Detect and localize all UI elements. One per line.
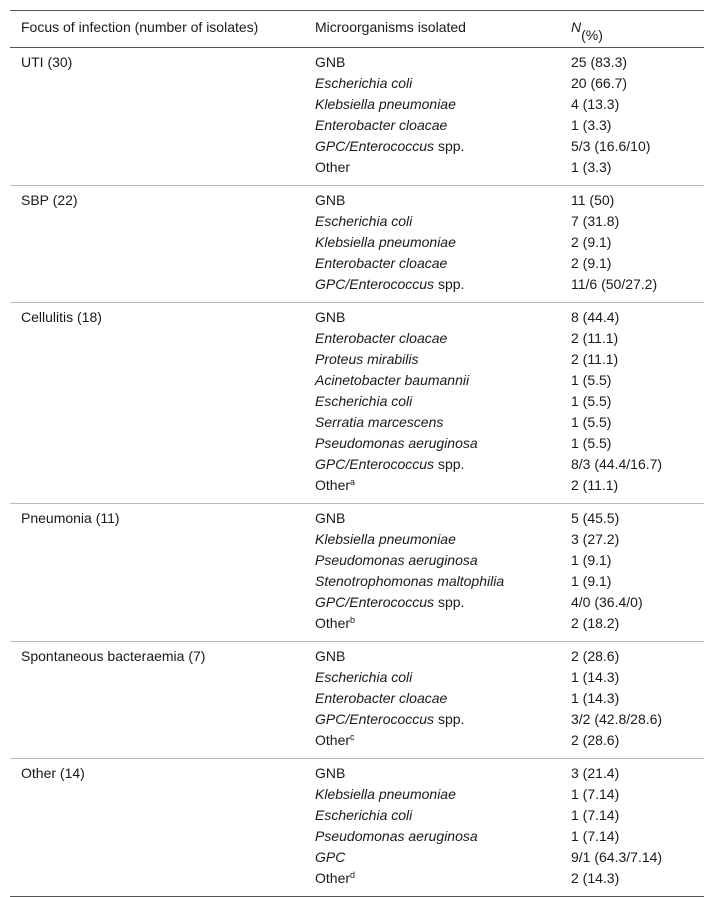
organism-cell xyxy=(315,732,355,748)
organism-name: Acinetobacter baumannii xyxy=(315,372,470,388)
n-percent-cell: 1 (5.5) xyxy=(571,393,612,409)
organism-cell xyxy=(315,456,464,472)
focus-label: Other (14) xyxy=(21,765,85,781)
n-percent-cell: 2 (18.2) xyxy=(571,615,620,631)
table-row xyxy=(10,669,704,690)
organism-cell xyxy=(315,594,464,610)
table-row xyxy=(10,732,704,753)
organism-suffix: spp. xyxy=(434,711,465,727)
organism-cell xyxy=(315,276,464,292)
table-row xyxy=(10,870,704,891)
n-percent-cell: 2 (11.1) xyxy=(571,330,619,346)
organism-cell xyxy=(315,213,412,229)
n-percent-cell: 8/3 (44.4/16.7) xyxy=(571,456,663,472)
organism-cell xyxy=(315,615,355,631)
table-row xyxy=(10,192,704,213)
organism-cell xyxy=(315,75,412,91)
table-row xyxy=(10,309,704,330)
organism-name: Proteus mirabilis xyxy=(315,351,419,367)
n-percent-cell: 25 (83.3) xyxy=(571,54,628,70)
n-percent-cell: 2 (11.1) xyxy=(571,477,619,493)
organism-cell xyxy=(315,351,418,367)
n-percent-cell: 1 (5.5) xyxy=(571,414,612,430)
organism-cell xyxy=(315,96,456,112)
organism-name: Other xyxy=(315,477,351,493)
n-percent-cell: 1 (14.3) xyxy=(571,669,620,685)
table-group xyxy=(10,302,704,503)
table-row xyxy=(10,477,704,498)
table-row xyxy=(10,849,704,870)
organism-cell xyxy=(315,414,443,430)
n-percent-cell: 3 (27.2) xyxy=(571,531,620,547)
n-percent-cell: 3/2 (42.8/28.6) xyxy=(571,711,663,727)
organism-name: GNB xyxy=(315,309,346,325)
organism-cell xyxy=(315,234,456,250)
organism-name: Klebsiella pneumoniae xyxy=(315,234,456,250)
table-row xyxy=(10,711,704,732)
table-row xyxy=(10,138,704,159)
n-percent-cell: 1 (7.14) xyxy=(571,807,620,823)
focus-label: Cellulitis (18) xyxy=(21,309,102,325)
table-row xyxy=(10,330,704,351)
table-group xyxy=(10,758,704,896)
n-percent-cell: 2 (9.1) xyxy=(571,234,612,250)
n-percent-cell: 1 (9.1) xyxy=(571,552,612,568)
n-percent-cell: 2 (14.3) xyxy=(571,870,620,886)
organism-name: Other xyxy=(315,159,351,175)
table-row xyxy=(10,213,704,234)
n-percent-cell: 2 (28.6) xyxy=(571,732,620,748)
table-row xyxy=(10,96,704,117)
organism-name: GNB xyxy=(315,765,346,781)
n-percent-cell: 20 (66.7) xyxy=(571,75,628,91)
organism-cell xyxy=(315,393,412,409)
organism-name: Pseudomonas aeruginosa xyxy=(315,552,478,568)
table-row xyxy=(10,372,704,393)
organism-cell xyxy=(315,435,478,451)
n-percent-cell: 7 (31.8) xyxy=(571,213,620,229)
table-row xyxy=(10,435,704,456)
organism-name: GPC/Enterococcus xyxy=(315,276,435,292)
footnote-marker: b xyxy=(350,615,356,625)
table-row xyxy=(10,690,704,711)
table-row xyxy=(10,648,704,669)
table-row xyxy=(10,510,704,531)
organism-cell xyxy=(315,552,478,568)
table-row xyxy=(10,393,704,414)
n-percent-cell: 1 (7.14) xyxy=(571,828,620,844)
organism-name: Other xyxy=(315,732,351,748)
organism-cell xyxy=(315,711,464,727)
organism-cell xyxy=(315,870,355,886)
isolates-table xyxy=(10,10,704,897)
organism-cell xyxy=(315,192,345,208)
organism-suffix: spp. xyxy=(434,456,465,472)
focus-label: UTI (30) xyxy=(21,54,73,70)
table-row xyxy=(10,765,704,786)
header-n-italic: N xyxy=(571,19,582,35)
organism-cell xyxy=(315,159,350,175)
organism-suffix: spp. xyxy=(434,594,465,610)
organism-name: Serratia marcescens xyxy=(315,414,444,430)
organism-cell xyxy=(315,309,345,325)
organism-name: Enterobacter cloacae xyxy=(315,117,448,133)
organism-name: Klebsiella pneumoniae xyxy=(315,531,456,547)
organism-cell xyxy=(315,510,345,526)
organism-cell xyxy=(315,372,469,388)
table-header xyxy=(10,10,704,48)
organism-name: GPC xyxy=(315,849,346,865)
table-row xyxy=(10,276,704,297)
organism-name: GNB xyxy=(315,648,346,664)
organism-cell xyxy=(315,765,345,781)
organism-name: Escherichia coli xyxy=(315,669,413,685)
n-percent-cell: 8 (44.4) xyxy=(571,309,620,325)
n-percent-cell: 3 (21.4) xyxy=(571,765,620,781)
organism-cell xyxy=(315,849,345,865)
footnote-marker: a xyxy=(350,477,356,487)
n-percent-cell: 1 (7.14) xyxy=(571,786,620,802)
organism-name: Escherichia coli xyxy=(315,75,413,91)
n-percent-cell: 1 (5.5) xyxy=(571,435,612,451)
organism-name: GPC/Enterococcus xyxy=(315,711,435,727)
organism-name: GNB xyxy=(315,54,346,70)
table-row xyxy=(10,552,704,573)
table-group xyxy=(10,503,704,641)
n-percent-cell: 11 (50) xyxy=(571,192,615,208)
table-row xyxy=(10,573,704,594)
table-group xyxy=(10,48,704,185)
organism-cell xyxy=(315,828,478,844)
organism-cell xyxy=(315,138,464,154)
n-percent-cell: 1 (3.3) xyxy=(571,117,612,133)
organism-name: Escherichia coli xyxy=(315,807,413,823)
focus-label: SBP (22) xyxy=(21,192,78,208)
n-percent-cell: 11/6 (50/27.2) xyxy=(571,276,658,292)
organism-name: Pseudomonas aeruginosa xyxy=(315,435,478,451)
table-row xyxy=(10,159,704,180)
n-percent-cell: 2 (9.1) xyxy=(571,255,612,271)
table-group xyxy=(10,185,704,302)
n-percent-cell: 4 (13.3) xyxy=(571,96,620,112)
footnote-marker: c xyxy=(350,732,355,742)
n-percent-cell: 2 (11.1) xyxy=(571,351,619,367)
organism-name: Escherichia coli xyxy=(315,213,413,229)
footnote-marker: d xyxy=(350,870,356,880)
header-n-rest: (%) xyxy=(581,27,603,43)
organism-cell xyxy=(315,255,447,271)
organism-cell xyxy=(315,648,345,664)
organism-cell xyxy=(315,531,456,547)
organism-cell xyxy=(315,807,412,823)
organism-cell xyxy=(315,330,447,346)
table-row xyxy=(10,786,704,807)
organism-suffix: spp. xyxy=(434,138,465,154)
n-percent-cell: 1 (14.3) xyxy=(571,690,620,706)
organism-name: Other xyxy=(315,615,351,631)
n-percent-cell: 1 (9.1) xyxy=(571,573,612,589)
n-percent-cell: 9/1 (64.3/7.14) xyxy=(571,849,663,865)
table-row xyxy=(10,75,704,96)
organism-name: GPC/Enterococcus xyxy=(315,594,435,610)
n-percent-cell: 1 (5.5) xyxy=(571,372,612,388)
n-percent-cell: 5 (45.5) xyxy=(571,510,620,526)
organism-name: Klebsiella pneumoniae xyxy=(315,96,456,112)
organism-cell xyxy=(315,54,345,70)
n-percent-cell: 1 (3.3) xyxy=(571,159,612,175)
organism-suffix: spp. xyxy=(434,276,465,292)
organism-cell xyxy=(315,573,504,589)
table-row xyxy=(10,351,704,372)
organism-cell xyxy=(315,786,456,802)
organism-name: Enterobacter cloacae xyxy=(315,690,448,706)
table-row xyxy=(10,828,704,849)
organism-name: Klebsiella pneumoniae xyxy=(315,786,456,802)
table-row xyxy=(10,54,704,75)
organism-name: Other xyxy=(315,870,351,886)
organism-name: GNB xyxy=(315,192,346,208)
organism-name: GPC/Enterococcus xyxy=(315,138,435,154)
table-row xyxy=(10,615,704,636)
table-row xyxy=(10,594,704,615)
table-row xyxy=(10,234,704,255)
table-row xyxy=(10,255,704,276)
n-percent-cell: 5/3 (16.6/10) xyxy=(571,138,651,154)
header-organism: Microorganisms isolated xyxy=(315,19,466,35)
organism-cell xyxy=(315,669,412,685)
organism-name: Escherichia coli xyxy=(315,393,413,409)
table-body xyxy=(10,48,704,896)
organism-cell xyxy=(315,690,447,706)
table-group xyxy=(10,641,704,758)
table-row xyxy=(10,414,704,435)
header-n xyxy=(571,19,603,43)
header-focus: Focus of infection (number of isolates) xyxy=(21,19,259,35)
organism-name: Stenotrophomonas maltophilia xyxy=(315,573,505,589)
focus-label: Spontaneous bacteraemia (7) xyxy=(21,648,206,664)
organism-cell xyxy=(315,117,447,133)
organism-name: Enterobacter cloacae xyxy=(315,330,448,346)
organism-name: GPC/Enterococcus xyxy=(315,456,435,472)
table-row xyxy=(10,531,704,552)
organism-name: Enterobacter cloacae xyxy=(315,255,448,271)
table-row xyxy=(10,456,704,477)
n-percent-cell: 2 (28.6) xyxy=(571,648,620,664)
n-percent-cell: 4/0 (36.4/0) xyxy=(571,594,643,610)
organism-cell xyxy=(315,477,355,493)
table-row xyxy=(10,117,704,138)
organism-name: GNB xyxy=(315,510,346,526)
organism-name: Pseudomonas aeruginosa xyxy=(315,828,478,844)
focus-label: Pneumonia (11) xyxy=(21,510,120,526)
table-row xyxy=(10,807,704,828)
